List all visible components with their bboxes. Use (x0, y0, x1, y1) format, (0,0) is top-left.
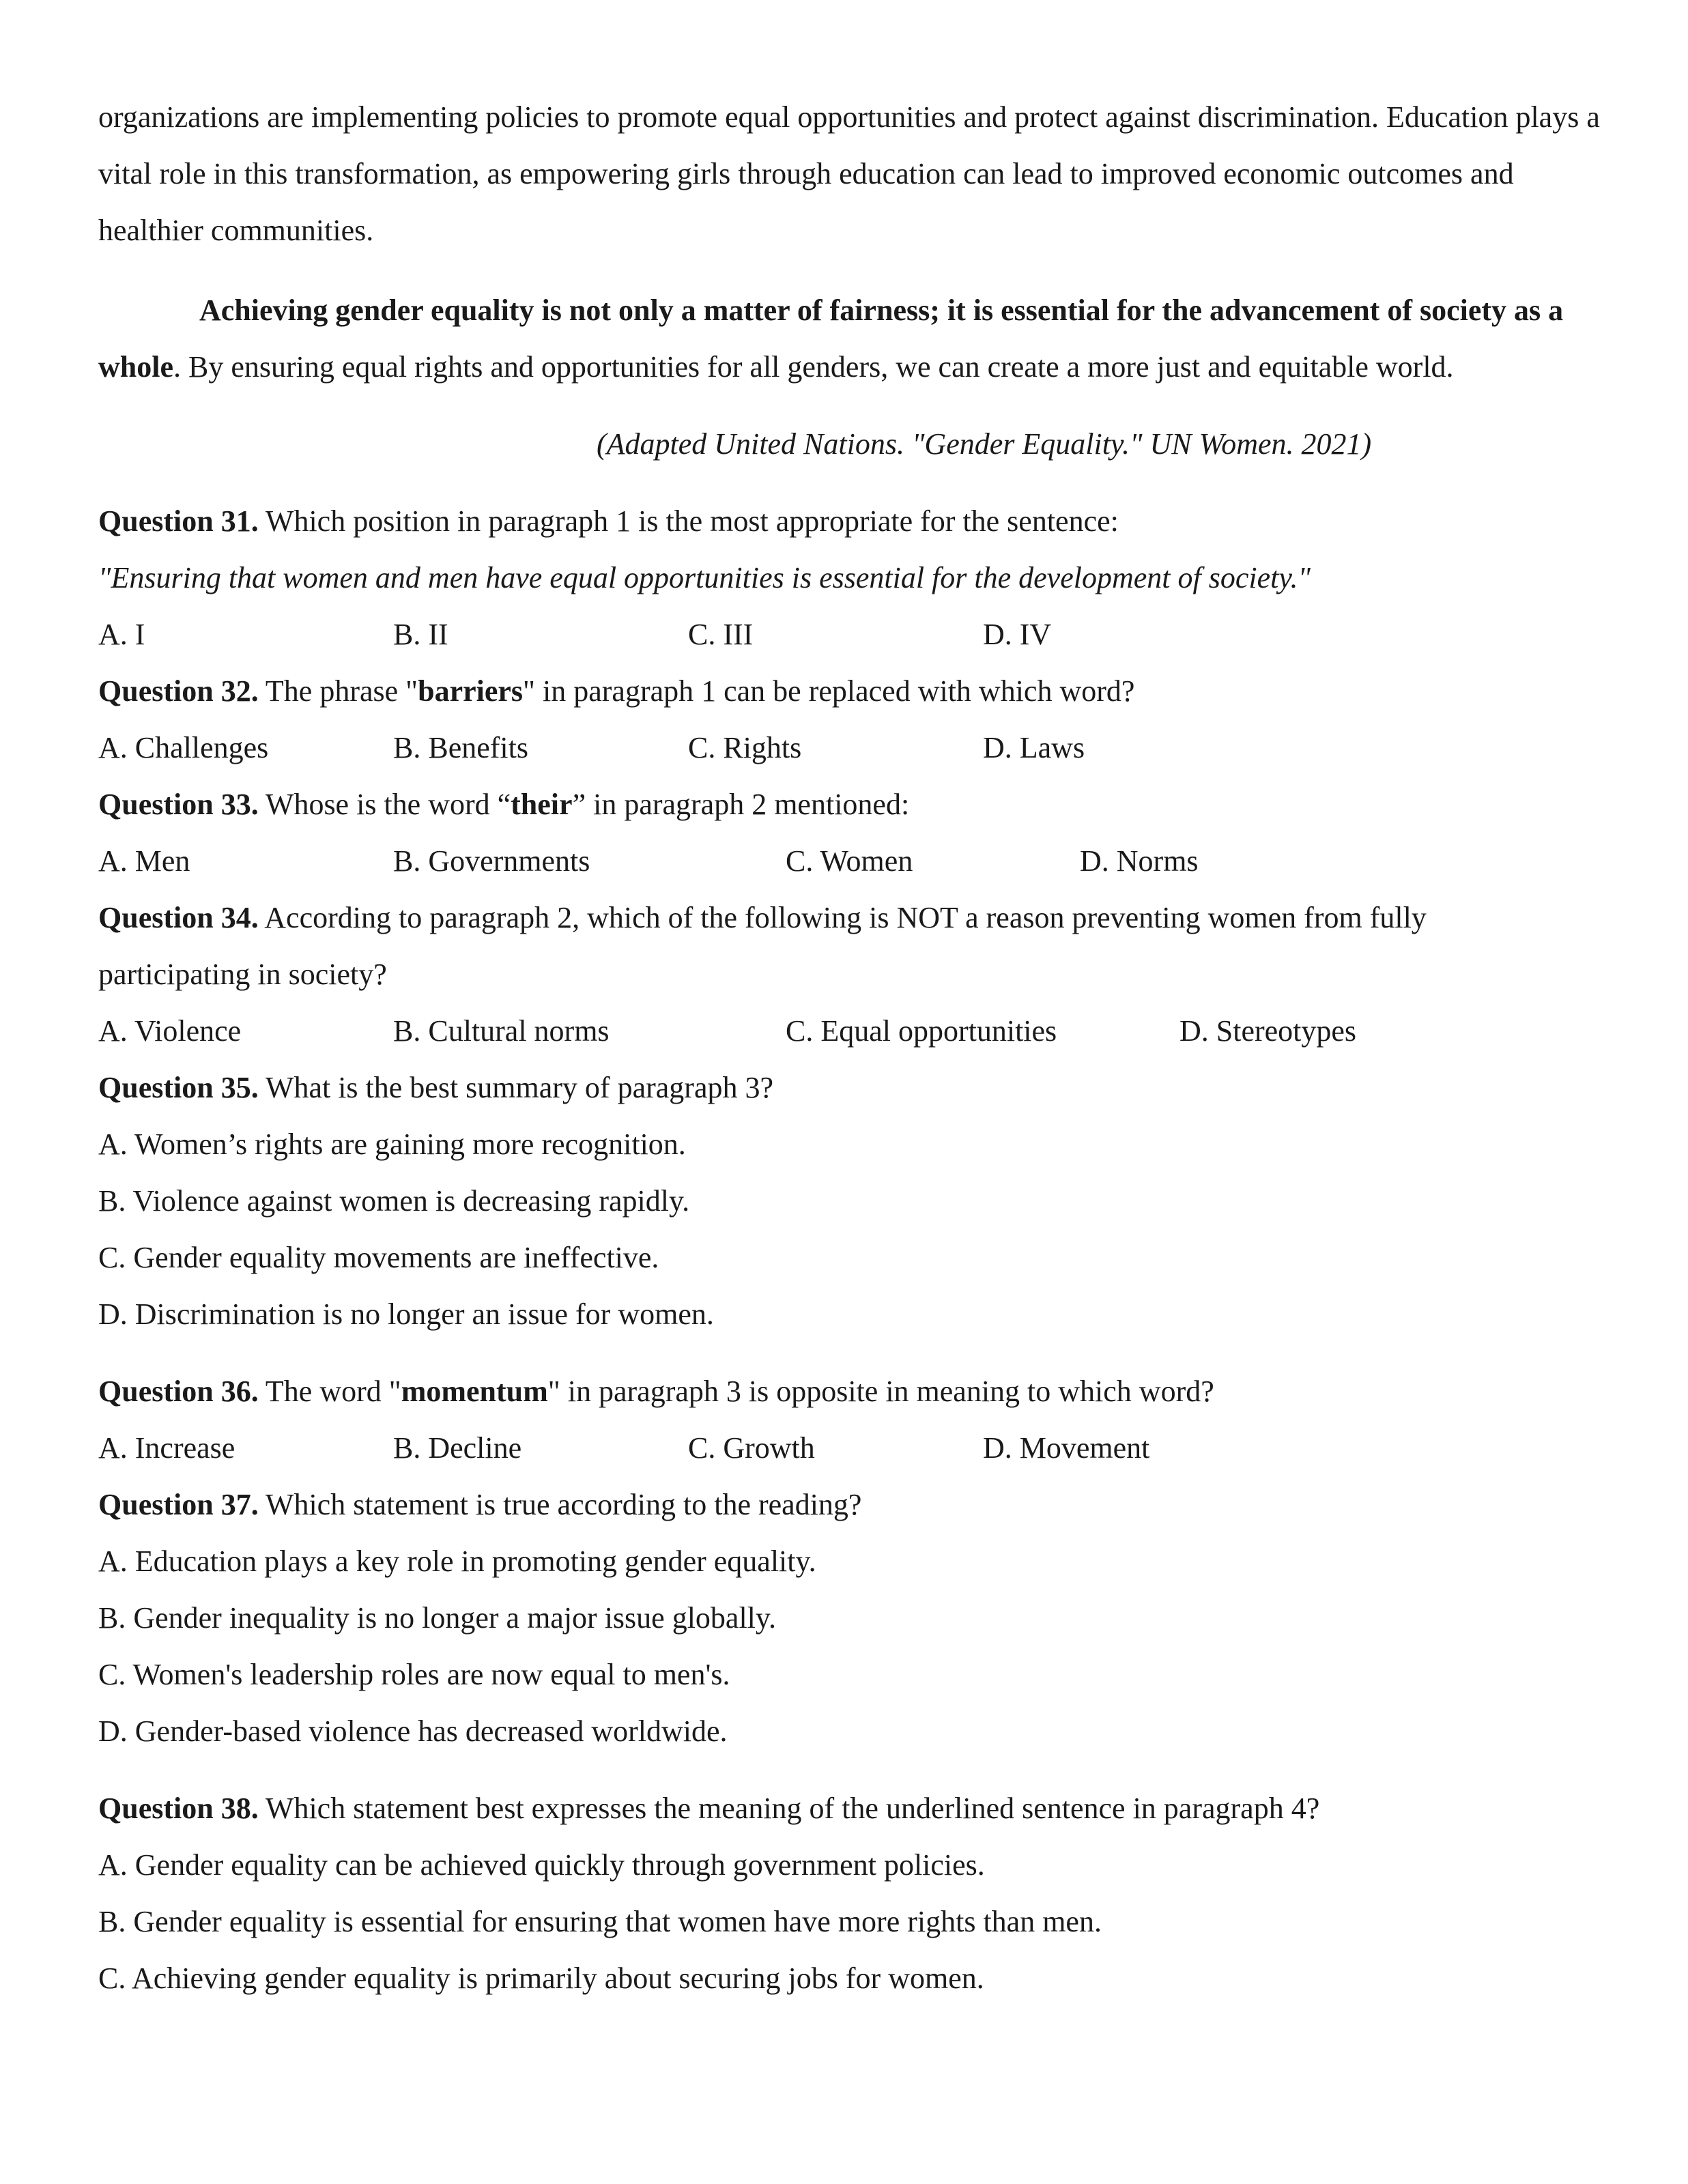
answer-options (98, 833, 1600, 889)
question-number: Question 33. (98, 788, 259, 821)
option-c[interactable]: C. Women (786, 844, 913, 878)
question-34 (98, 889, 1600, 1059)
question-number: Question 34. (98, 901, 259, 934)
option-c[interactable]: C. Equal opportunities (786, 1014, 1057, 1048)
option-d[interactable]: D. Gender-based violence has decreased worldwide. (98, 1714, 728, 1748)
option-d[interactable]: D. Norms (1080, 844, 1199, 878)
option-a[interactable]: A. Violence (98, 1014, 242, 1048)
question-number: Question 31. (98, 504, 259, 538)
option-b[interactable]: B. Benefits (393, 731, 528, 764)
question-35 (98, 1059, 1600, 1342)
option-a[interactable]: A. Gender equality can be achieved quickly through government policies. (98, 1848, 985, 1882)
question-number: Question 32. (98, 674, 259, 708)
option-b[interactable]: B. II (393, 618, 448, 651)
option-b[interactable]: B. Violence against women is decreasing rapidly. (98, 1184, 690, 1218)
question-33 (98, 776, 1600, 889)
answer-options (98, 606, 1600, 663)
question-38 (98, 1780, 1600, 2007)
option-b[interactable]: B. Gender inequality is no longer a major issue globally. (98, 1601, 777, 1635)
option-c[interactable]: C. III (688, 618, 754, 651)
passage-paragraph-3-end: organizations are implementing policies to promote equal opportunities and protect against discrimination. Education plays a vital role in this transformation, as empowering girls through education can lead to improved economic outcomes and healthier communities. (98, 100, 1600, 247)
option-a[interactable]: A. Education plays a key role in promoting gender equality. (98, 1544, 816, 1578)
option-c[interactable]: C. Rights (688, 731, 802, 764)
question-stem: Question 36. The word "momentum" in paragraph 3 is opposite in meaning to which word? (98, 1375, 1214, 1408)
underlined-sentence: Achieving gender equality is not only a matter of fairness; it is essential for the advancement of society as a whole (98, 293, 1564, 384)
option-c[interactable]: C. Growth (688, 1431, 815, 1465)
option-c[interactable]: C. Women's leadership roles are now equal to men's. (98, 1658, 730, 1691)
question-number: Question 38. (98, 1792, 259, 1825)
option-b[interactable]: B. Cultural norms (393, 1014, 610, 1048)
question-number: Question 37. (98, 1488, 259, 1521)
answer-options (98, 1420, 1600, 1476)
option-a[interactable]: A. Men (98, 844, 190, 878)
answer-options (98, 719, 1600, 776)
source-citation: (Adapted United Nations. "Gender Equality." UN Women. 2021) (597, 427, 1372, 461)
question-stem: Question 32. The phrase "barriers" in paragraph 1 can be replaced with which word? (98, 674, 1135, 708)
question-stem-continued: participating in society? (98, 958, 387, 991)
question-number: Question 35. (98, 1071, 259, 1104)
quoted-sentence: "Ensuring that women and men have equal opportunities is essential for the development of society." (98, 561, 1311, 594)
option-a[interactable]: A. I (98, 618, 145, 651)
option-d[interactable]: D. Movement (983, 1431, 1150, 1465)
answer-options (98, 1003, 1600, 1059)
question-stem: Question 37. Which statement is true according to the reading? (98, 1488, 862, 1521)
option-d[interactable]: D. IV (983, 618, 1052, 651)
option-c[interactable]: C. Gender equality movements are ineffective. (98, 1241, 659, 1274)
option-a[interactable]: A. Increase (98, 1431, 235, 1465)
option-d[interactable]: D. Discrimination is no longer an issue for women. (98, 1297, 714, 1331)
option-b[interactable]: B. Governments (393, 844, 590, 878)
question-stem: Question 33. Whose is the word “their” in paragraph 2 mentioned: (98, 788, 910, 821)
question-stem: Question 34. According to paragraph 2, which of the following is NOT a reason preventing women from fully (98, 901, 1427, 934)
question-31 (98, 493, 1600, 663)
question-stem: Question 35. What is the best summary of paragraph 3? (98, 1071, 773, 1104)
option-b[interactable]: B. Gender equality is essential for ensuring that women have more rights than men. (98, 1905, 1102, 1938)
passage-paragraph-4: Achieving gender equality is not only a matter of fairness; it is essential for the advancement of society as a whole. By ensuring equal rights and opportunities for all genders, we can create a more just and equitable world. (98, 293, 1564, 384)
option-d[interactable]: D. Laws (983, 731, 1085, 764)
option-a[interactable]: A. Challenges (98, 731, 269, 764)
exam-page (98, 89, 1600, 2007)
question-32 (98, 663, 1600, 776)
question-37 (98, 1476, 1600, 1759)
option-d[interactable]: D. Stereotypes (1179, 1014, 1357, 1048)
question-36 (98, 1363, 1600, 1476)
option-b[interactable]: B. Decline (393, 1431, 522, 1465)
question-stem: Question 31. Which position in paragraph 1 is the most appropriate for the sentence: (98, 504, 1119, 538)
option-a[interactable]: A. Women’s rights are gaining more recognition. (98, 1127, 686, 1161)
question-stem: Question 38. Which statement best expresses the meaning of the underlined sentence in paragraph 4? (98, 1792, 1320, 1825)
option-c[interactable]: C. Achieving gender equality is primarily about securing jobs for women. (98, 1962, 984, 1995)
question-number: Question 36. (98, 1375, 259, 1408)
